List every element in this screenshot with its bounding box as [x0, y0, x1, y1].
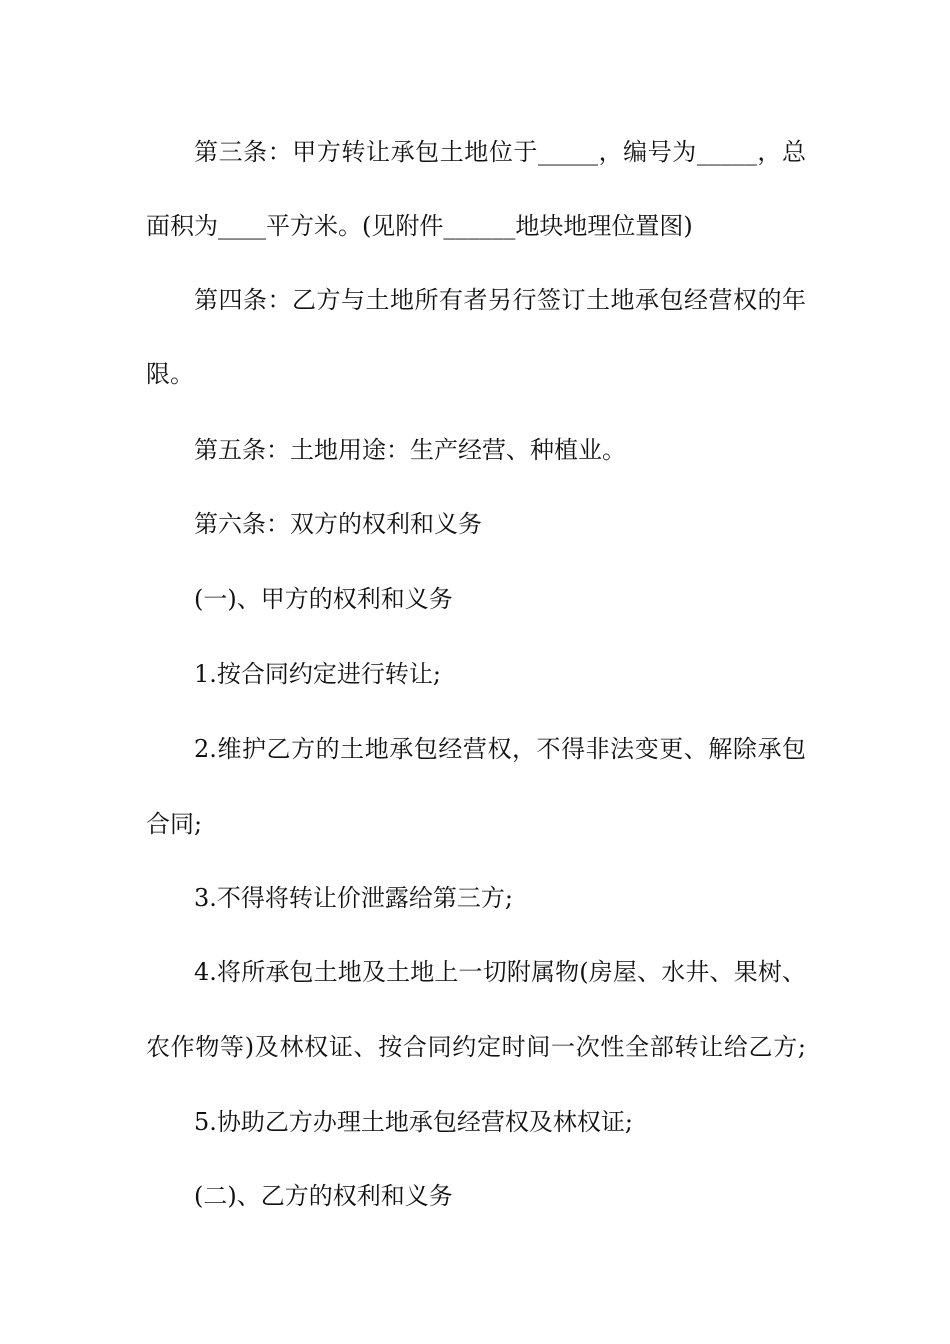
article-5: 第五条：土地用途：生产经营、种植业。 [194, 436, 626, 464]
article-4-line-1: 第四条：乙方与土地所有者另行签订土地承包经营权的年 [194, 286, 806, 314]
party-a-item-2-line-2: 合同; [146, 810, 203, 838]
article-3-line-1: 第三条：甲方转让承包土地位于_____，编号为_____，总 [194, 138, 806, 166]
article-4-line-2: 限。 [146, 360, 194, 388]
article-6-heading: 第六条：双方的权利和义务 [194, 510, 482, 538]
section-party-b-heading: (二)、乙方的权利和义务 [194, 1182, 453, 1210]
party-a-item-4-line-2: 农作物等)及林权证、按合同约定时间一次性全部转让给乙方; [146, 1033, 806, 1061]
party-a-item-3: 3.不得将转让价泄露给第三方; [194, 884, 513, 912]
section-party-a-heading: (一)、甲方的权利和义务 [194, 585, 453, 613]
article-3-line-2: 面积为____平方米。(见附件______地块地理位置图) [146, 212, 693, 240]
party-a-item-4-line-1: 4.将所承包土地及土地上一切附属物(房屋、水井、果树、 [194, 958, 806, 986]
party-a-item-1: 1.按合同约定进行转让; [194, 660, 441, 688]
party-a-item-2-line-1: 2.维护乙方的土地承包经营权，不得非法变更、解除承包 [194, 735, 806, 763]
party-a-item-5: 5.协助乙方办理土地承包经营权及林权证; [194, 1108, 633, 1136]
